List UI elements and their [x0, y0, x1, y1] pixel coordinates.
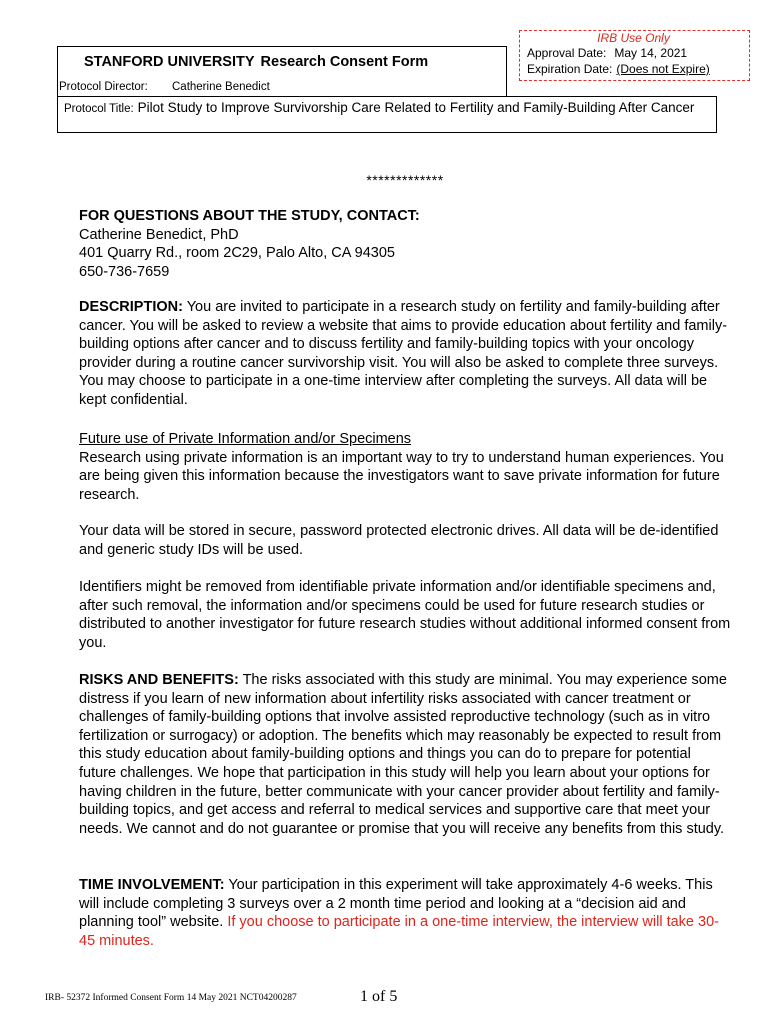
time-heading: TIME INVOLVEMENT:: [79, 877, 225, 893]
approval-date-label: Approval Date:: [527, 46, 607, 60]
future-use-p2: Your data will be stored in secure, password protected electronic drives. All data will be de-identified and generic study IDs will be used.: [79, 523, 719, 558]
irb-title: IRB Use Only: [597, 31, 670, 45]
expiration-date-line: [527, 62, 710, 76]
form-name: Research Consent Form: [260, 54, 429, 70]
risks-text: The risks associated with this study are minimal. You may experience some distress if you learn of new information about infertility risks associated with cancer treatment or challenges of family-building options that involve assisted reproductive technology (such as in vitro fertilization or surrogacy) or adoption. The benefits which may reasonably be expected to result from this study education about family-building options and things you can do to prepare for potential future challenges. We hope that participation in this study will help you learn about your options for having children in the future, better communicate with your cancer provider about fertility and family-building topics, and get access and referral to medical services and supportive care that meet your needs. We cannot and do not guarantee or promise that you will receive any benefits from this study.: [79, 672, 727, 837]
approval-date: May 14, 2021: [614, 46, 688, 60]
description-section: [79, 298, 731, 410]
separator-stars: *************: [366, 172, 444, 188]
future-use-section: [79, 430, 731, 504]
university-name: STANFORD UNIVERSITY: [84, 54, 255, 70]
protocol-director-label: Protocol Director:: [59, 81, 148, 93]
footer-form-id: IRB- 52372 Informed Consent Form 14 May 2021 NCT04200287: [45, 993, 297, 1003]
page-number: 1 of 5: [360, 988, 398, 1005]
contact-phone: 650-736-7659: [79, 263, 170, 280]
time-interview-note: If you choose to participate in a one-time interview, the interview will take 30-45 minutes.: [79, 914, 719, 949]
future-use-p3-block: [79, 578, 731, 652]
protocol-title-value: Pilot Study to Improve Survivorship Care Related to Fertility and Family-Building After Cancer: [137, 100, 695, 115]
protocol-title-label: Protocol Title:: [64, 103, 134, 115]
time-text: Your participation in this experiment will take approximately 4-6 weeks. This will include completing 3 surveys over a 2 month time period and looking at a “decision aid and planning tool” website.: [79, 877, 713, 931]
future-use-p2-block: [79, 522, 731, 559]
contact-section: [79, 207, 731, 281]
future-use-p3: Identifiers might be removed from identifiable private information and/or identifiable specimens and, after such removal, the information and/or specimens could be used for future research studies or distributed to another investigator for future research studies without additional informed consent from you.: [79, 579, 731, 651]
approval-date-line: [527, 46, 687, 60]
protocol-title: [64, 100, 704, 117]
description-heading: DESCRIPTION:: [79, 299, 183, 315]
contact-address: 401 Quarry Rd., room 2C29, Palo Alto, CA 94305: [79, 245, 395, 262]
contact-name: Catherine Benedict, PhD: [79, 226, 239, 243]
expiration-date-label: Expiration Date:: [527, 62, 613, 76]
time-section: [79, 876, 731, 950]
future-use-heading: Future use of Private Information and/or Specimens: [79, 431, 412, 447]
form-title: [84, 54, 428, 70]
protocol-director-name: Catherine Benedict: [172, 81, 270, 93]
description-text: You are invited to participate in a research study on fertility and family-building after cancer. You will be asked to review a website that aims to provide education about fertility and family-building options after cancer and to discuss fertility and family-building topics with your oncology provider during a routine cancer survivorship visit. You will also be asked to complete three surveys. You may choose to participate in a one-time interview after completing the surveys. All data will be kept confidential.: [79, 299, 728, 408]
contact-heading: FOR QUESTIONS ABOUT THE STUDY, CONTACT:: [79, 208, 420, 224]
future-use-p1: Research using private information is an important way to try to understand human experiences. You are being given this information because the investigators want to save private information for future research.: [79, 449, 724, 503]
risks-heading: RISKS AND BENEFITS:: [79, 672, 239, 688]
expiration-date: (Does not Expire): [616, 62, 710, 76]
risks-section: [79, 671, 731, 838]
